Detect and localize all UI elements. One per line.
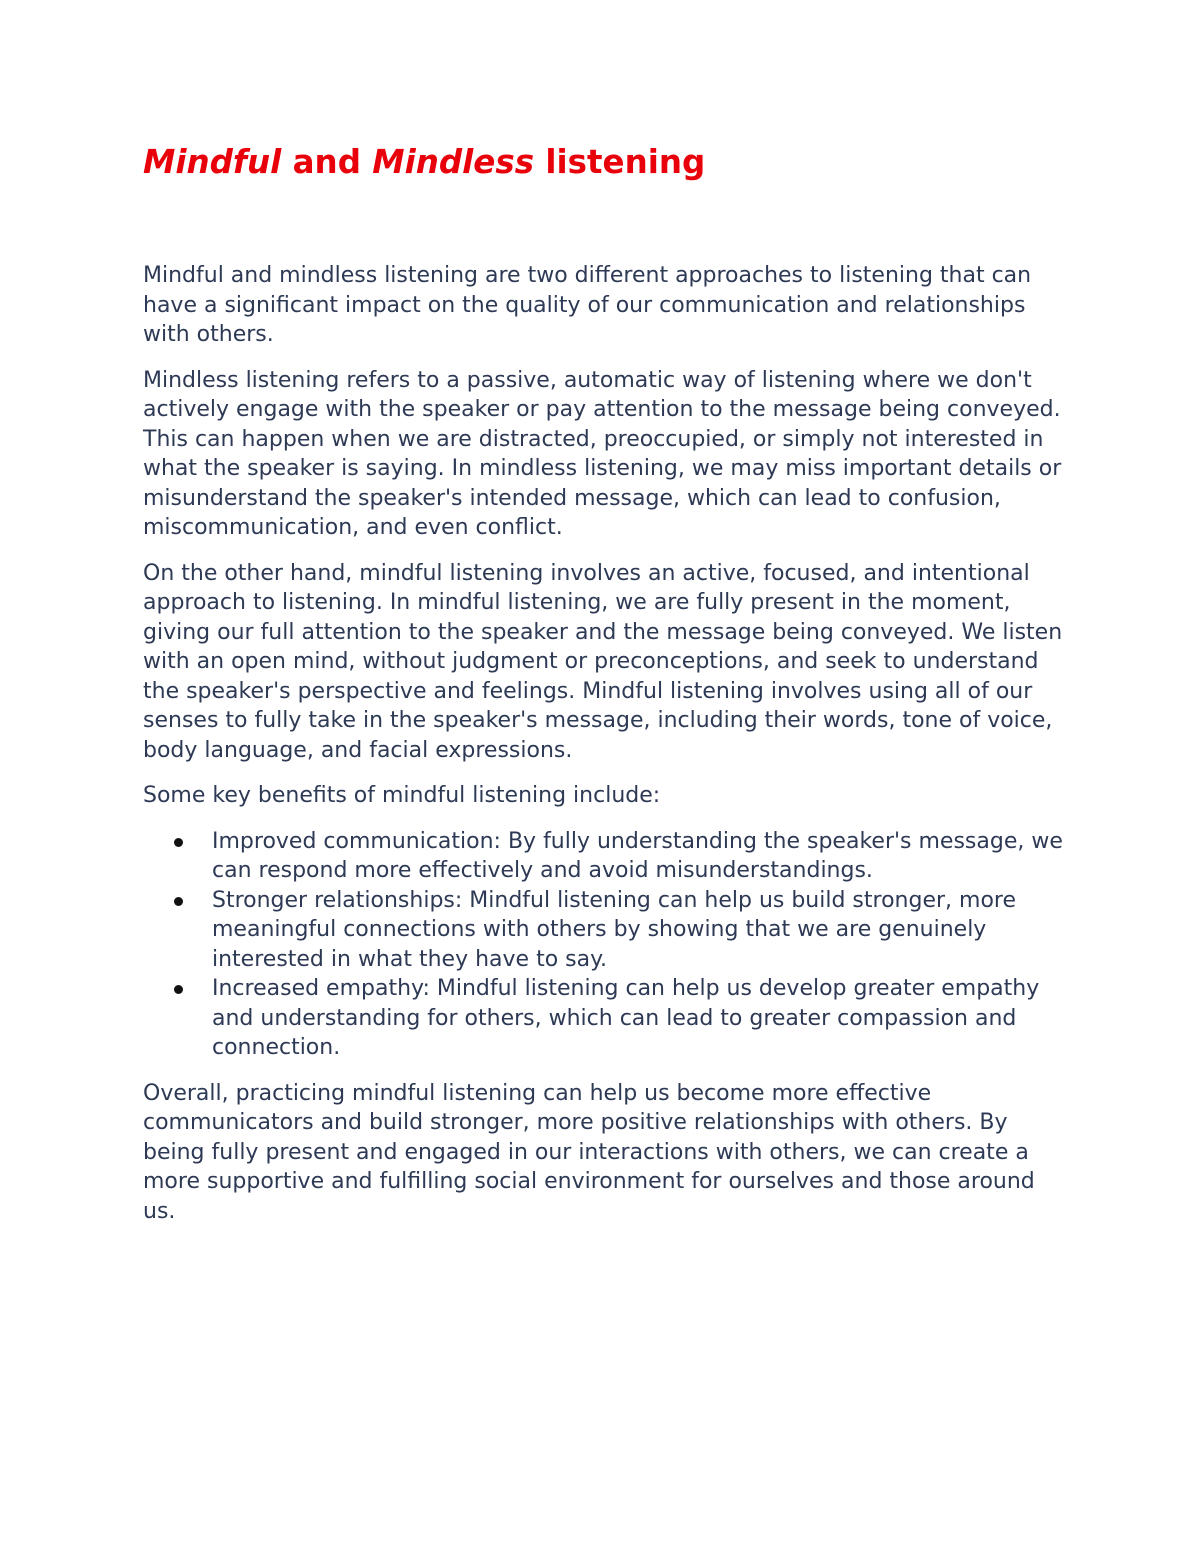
list-item-text: Improved communication: By fully understanding the speaker's message, we can respond more effectively and avoid misunderstandings. [212, 828, 1063, 883]
bullet-icon [174, 838, 183, 847]
page-title [143, 140, 1068, 184]
document-body [143, 261, 1068, 1226]
paragraph-mindless: Mindless listening refers to a passive, automatic way of listening where we don't actively engage with the speaker or pay attention to the message being conveyed. This can happen when we are distracted, preoccupied, or simply not interested in what the speaker is saying. In mindless listening, we may miss important details or misunderstand the speaker's intended message, which can lead to confusion, miscommunication, and even conflict. [143, 367, 1062, 540]
benefits-list [143, 827, 1068, 1063]
paragraph-benefits-intro: Some key benefits of mindful listening include: [143, 783, 661, 808]
bullet-icon [174, 897, 183, 906]
title-suffix: listening [534, 143, 706, 181]
list-item [212, 827, 1068, 886]
paragraph-intro: Mindful and mindless listening are two different approaches to listening that can have a significant impact on the quality of our communication and relationships with others. [143, 263, 1032, 347]
title-emphasis-mindful: Mindful [143, 143, 282, 181]
bullet-icon [174, 985, 183, 994]
title-connector: and [281, 143, 373, 181]
paragraph-mindful: On the other hand, mindful listening involves an active, focused, and intentional approach to listening. In mindful listening, we are fully present in the moment, giving our full attention to the speaker and the message being conveyed. We listen with an open mind, without judgment or preconceptions, and seek to understand the speaker's perspective and feelings. Mindful listening involves using all of our senses to fully take in the speaker's message, including their words, tone of voice, body language, and facial expressions. [143, 560, 1063, 763]
list-item-text: Stronger relationships: Mindful listening can help us build stronger, more meaningful connections with others by showing that we are genuinely interested in what they have to say. [212, 887, 1016, 972]
list-item [212, 886, 1068, 975]
title-emphasis-mindless: Mindless [372, 143, 535, 181]
list-item-text: Increased empathy: Mindful listening can help us develop greater empathy and understanding for others, which can lead to greater compassion and connection. [212, 976, 1040, 1060]
list-item [212, 974, 1068, 1063]
document-content [143, 140, 1068, 1242]
paragraph-conclusion: Overall, practicing mindful listening can help us become more effective communicators and build stronger, more positive relationships with others. By being fully present and engaged in our interactions with others, we can create a more supportive and fulfilling social environment for ourselves and those around us. [143, 1080, 1035, 1224]
